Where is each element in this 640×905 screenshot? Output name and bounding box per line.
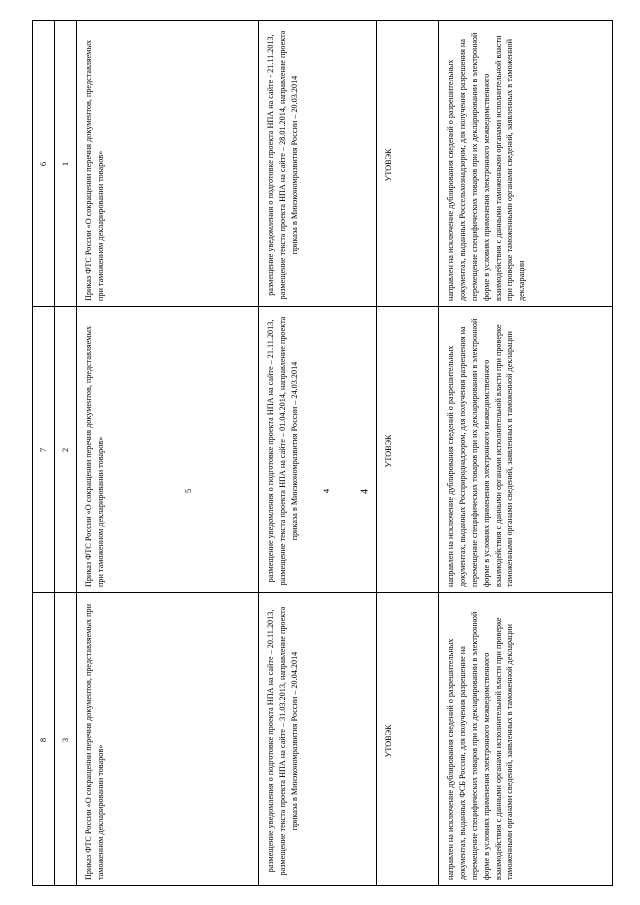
table-row (33, 593, 613, 886)
column-number-cell-2 (55, 307, 77, 593)
column-number-4: 4 (321, 488, 331, 494)
column-number-cell-3 (55, 593, 77, 886)
responsible-unit: УТОВЭК (384, 148, 393, 182)
table-row (33, 307, 613, 593)
responsible-unit: УТОВЭК (384, 724, 393, 758)
column-number-2: 2 (60, 447, 70, 453)
data-table (32, 20, 613, 886)
row-number: 6 (38, 161, 48, 167)
document-name: Приказ ФТС России «О сокращении перечня документов, представляемых при таможенном декларировании товаров» (84, 39, 105, 301)
row-unit-cell (377, 593, 439, 886)
column-number-3: 3 (60, 737, 70, 743)
table-row (33, 21, 613, 307)
page-number: 4 (359, 489, 371, 494)
stage-dates: размещение уведомления о подготовке проекта НПА на сайте – 20.11.2013, размещение текста проекта НПА на сайте – 31.03.2013, направление проекта приказа в Минэкономразвития России – 20.04.2014 (266, 606, 299, 876)
row-unit-cell (377, 21, 439, 307)
row-stage-cell (259, 593, 377, 886)
row-unit-cell (377, 307, 439, 593)
column-number-cell-1 (55, 21, 77, 307)
row-number: 7 (38, 447, 48, 453)
row-document-name-cell (77, 307, 259, 593)
column-number-1: 1 (60, 161, 70, 167)
row-description-cell (439, 307, 613, 593)
row-number: 8 (38, 737, 48, 743)
stage-dates: размещение уведомления о подготовке проекта НПА на сайте - 21.11.2013, размещение текста проекта НПА на сайте – 28.01.2014, направление проекта приказа в Минэкономразвития России – 20.03.2014 (266, 30, 299, 300)
row-stage-cell (259, 307, 377, 593)
row-number-cell (33, 593, 55, 886)
row-stage-cell (259, 21, 377, 307)
column-number-5: 5 (183, 488, 193, 494)
responsible-unit: УТОВЭК (384, 434, 393, 468)
description: направлен на исключение дублирования сведений о разрешительных документах, выданных Россельхознадзором, для получения разрешения на перемещение специфических товаров при их декларировании в электронной форме в условиях применения электронного межведомственного взаимодействия с данными таможенными органами исполнительной власти при проверке таможенными органами сведений, заявленных в таможенной декларации (446, 32, 527, 301)
row-document-name-cell (77, 593, 259, 886)
description: направлен на исключение дублирования сведений о разрешительных документах, выданных Росприроднадзором, для получения разрешения на перемещение специфических товаров при их декларировании в электронной форме в условиях применения электронного межведомственного взаимодействия с данными органами исполнительной власти при проверке таможенными органами сведений, заявленных в таможенной декларации (446, 318, 515, 587)
table-container (32, 20, 612, 885)
row-description-cell (439, 21, 613, 307)
row-document-name-cell (77, 21, 259, 307)
row-description-cell (439, 593, 613, 886)
document-name: Приказ ФТС России «О сокращении перечня документов, представляемых при таможенном декларировании товаров» (84, 325, 105, 587)
row-number-cell (33, 21, 55, 307)
row-number-cell (33, 307, 55, 593)
stage-dates: размещение уведомления о подготовке проекта НПА на сайте – 21.11.2013, размещение текста проекта НПА на сайте – 01.04.2014, направление проекта приказа в Минэкономразвития России – 24.03.2014 (266, 316, 299, 586)
description: направлен на исключение дублирования сведений о разрешительных документах, выданных ФСБ России, для получения разрешение на перемещение специфических товаров при их декларировании в электронной форме в условиях применения электронного межведомственного взаимодействия с данными органами исполнительной власти при проверке таможенными органами сведений, заявленных в таможенной декларации (446, 611, 515, 880)
document-name: Приказ ФТС России «О сокращении перечня документов, представляемых при таможенном декларировании товаров» (84, 604, 105, 880)
